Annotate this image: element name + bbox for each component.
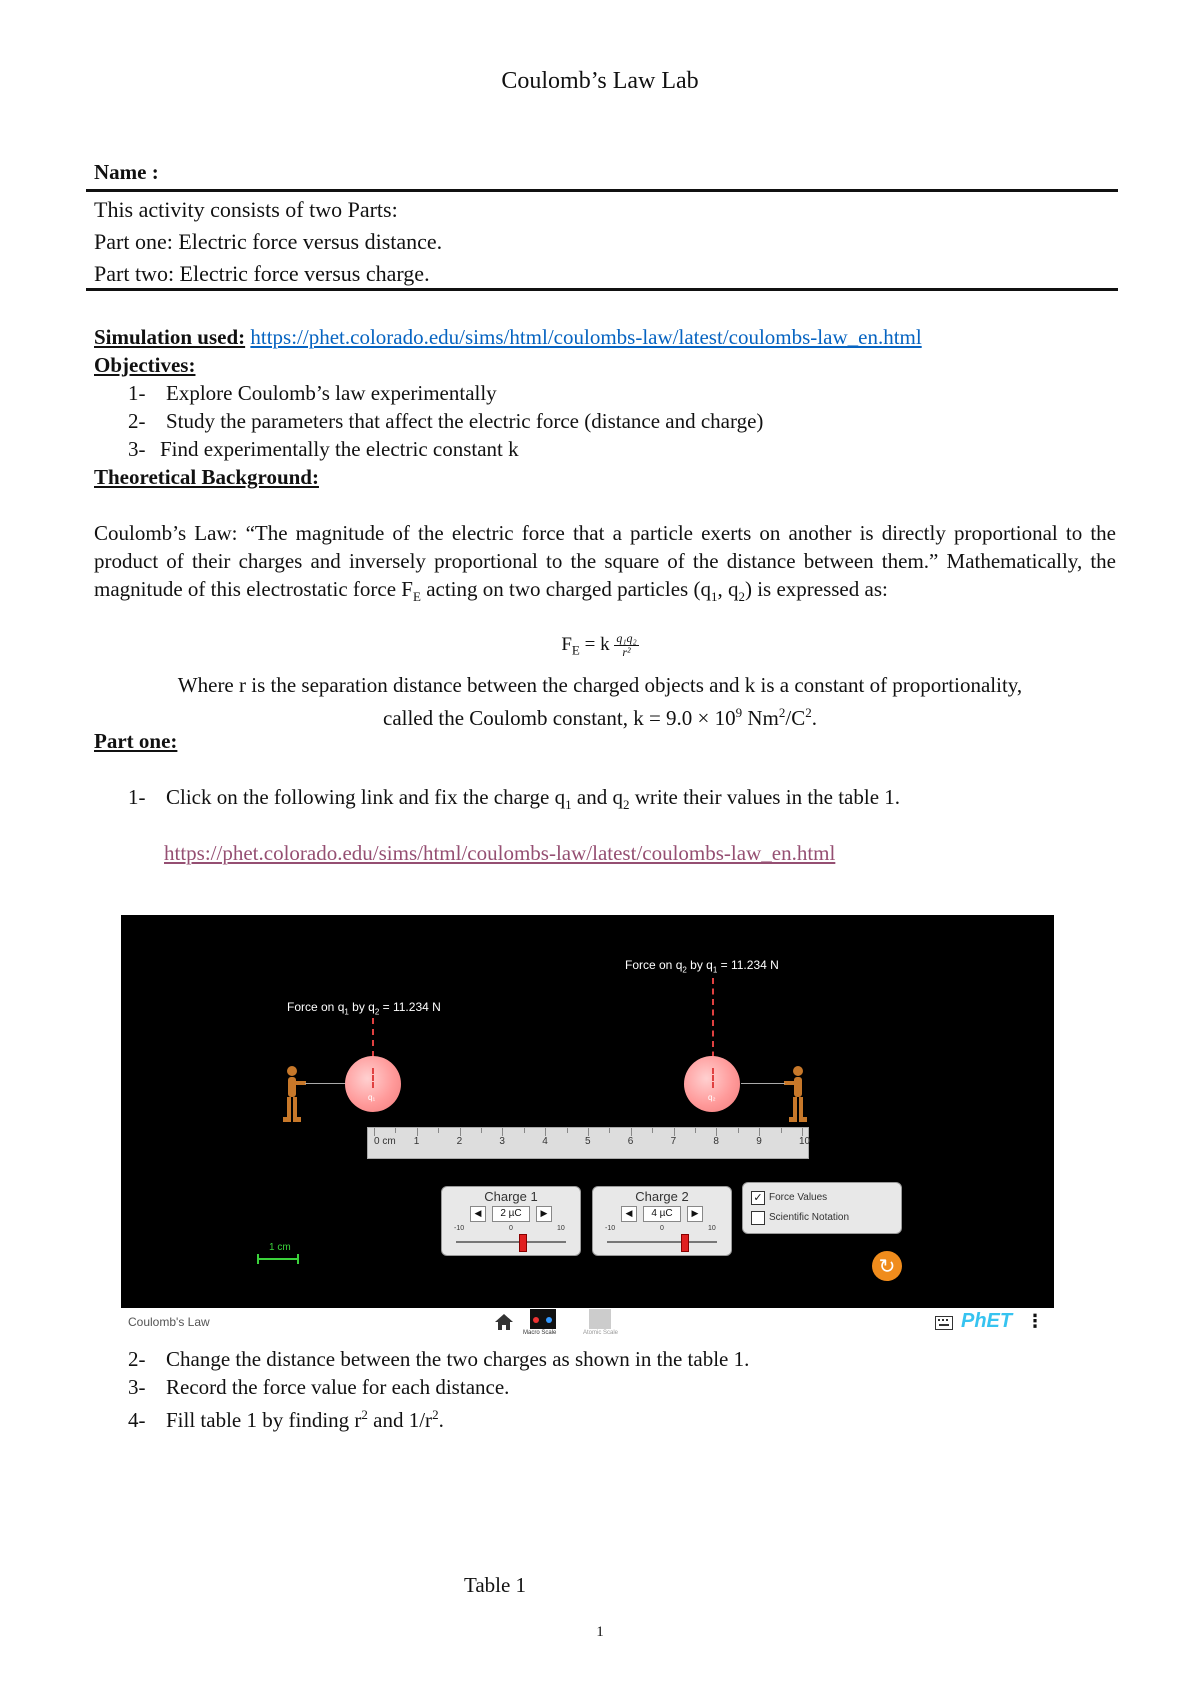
charge2-slider-track[interactable] bbox=[607, 1241, 717, 1243]
charge1-panel bbox=[441, 1186, 581, 1256]
objective-item: 1- Explore Coulomb’s law experimentally bbox=[128, 381, 497, 405]
options-panel bbox=[742, 1182, 902, 1234]
table-caption: Table 1 bbox=[463, 1573, 527, 1597]
objectives-heading: Objectives: bbox=[94, 353, 196, 377]
ruler-tick bbox=[374, 1128, 375, 1136]
ruler-label: 3 bbox=[499, 1136, 505, 1147]
page-title: Coulomb’s Law Lab bbox=[501, 68, 699, 94]
charge2-slider-max: 10 bbox=[708, 1225, 716, 1232]
formula-denominator: r² bbox=[622, 645, 631, 659]
ruler-tick bbox=[524, 1128, 525, 1133]
charge1-slider-max: 10 bbox=[557, 1225, 565, 1232]
step-item: 1- Click on the following link and fix the charge $q_1$ and $q_2$ write their values in the table 1. bbox=[128, 785, 901, 813]
charge-q1-center bbox=[372, 1068, 375, 1088]
theory-heading: Theoretical Background: bbox=[94, 465, 319, 489]
ruler-tick bbox=[460, 1128, 461, 1136]
ruler-label: 10 bbox=[799, 1136, 811, 1147]
charge1-slider-mid: 0 bbox=[509, 1225, 513, 1232]
macro-scale-screen-button[interactable] bbox=[530, 1309, 556, 1329]
where-line-2: called the Coulomb constant, $k = 9.0 \times 10^9$ $Nm^2/C^2$. bbox=[383, 705, 817, 730]
ruler-tick bbox=[674, 1128, 675, 1136]
ruler-label: 9 bbox=[756, 1136, 762, 1147]
reset-all-button[interactable]: ↻ bbox=[872, 1251, 902, 1281]
step-item: 2- Change the distance between the two charges as shown in the table 1. bbox=[128, 1347, 750, 1371]
force-values-label: Force Values bbox=[769, 1192, 828, 1203]
charge1-title: Charge 1 bbox=[484, 1189, 538, 1204]
charge2-title: Charge 2 bbox=[635, 1189, 689, 1204]
name-label: Name : bbox=[94, 160, 159, 184]
step-item: 4- Fill table 1 by finding $r^2$ and $1/r^2$. bbox=[128, 1407, 444, 1432]
puller-right-icon bbox=[782, 1065, 812, 1127]
ruler-label: 4 bbox=[542, 1136, 548, 1147]
intro-line-1: This activity consists of two Parts: bbox=[94, 197, 398, 222]
formula-numerator: q₁q₂ bbox=[616, 631, 637, 645]
ruler-tick bbox=[545, 1128, 546, 1136]
puller-left-icon bbox=[278, 1065, 308, 1127]
objective-item: 3- Find experimentally the electric constant k bbox=[128, 437, 519, 461]
ruler-tick bbox=[716, 1128, 717, 1136]
where-line-1: Where r is the separation distance between the charged objects and k is a constant of proportionality, bbox=[177, 673, 1023, 697]
ruler-tick bbox=[738, 1128, 739, 1133]
force-on-q1-label: Force on $q_1$ by $q_2 = 11.234$ N bbox=[287, 1000, 441, 1017]
intro-line-3: Part two: Electric force versus charge. bbox=[94, 261, 430, 286]
force-values-checkbox[interactable]: ✓ bbox=[751, 1191, 765, 1205]
ruler-label: 1 bbox=[413, 1136, 420, 1147]
charge2-panel bbox=[592, 1186, 732, 1256]
atomic-scale-screen-button[interactable] bbox=[589, 1309, 611, 1329]
ruler-tick bbox=[652, 1128, 653, 1133]
objective-item: 2- Study the parameters that affect the electric force (distance and charge) bbox=[128, 409, 764, 433]
top-rule bbox=[86, 189, 1118, 192]
simulation-screenshot bbox=[121, 915, 1054, 1308]
charge1-value: 2 µC bbox=[492, 1206, 530, 1222]
charge2-value: 4 µC bbox=[643, 1206, 681, 1222]
scale-label: 1 cm bbox=[269, 1242, 291, 1253]
ruler-tick bbox=[567, 1128, 568, 1133]
scale-bar bbox=[257, 1258, 299, 1260]
bottom-rule bbox=[86, 288, 1118, 291]
scale-bar-end-right bbox=[297, 1254, 299, 1264]
ruler-tick bbox=[502, 1128, 503, 1136]
charge1-slider-knob[interactable] bbox=[519, 1234, 527, 1252]
charge1-increment-button[interactable]: ▶ bbox=[536, 1206, 552, 1222]
ruler-tick bbox=[438, 1128, 439, 1133]
ruler-tick bbox=[781, 1128, 782, 1133]
ruler-label: 7 bbox=[670, 1136, 677, 1147]
charge1-slider-min: -10 bbox=[454, 1225, 465, 1232]
step-item: 3- Record the force value for each distance. bbox=[128, 1375, 510, 1399]
ruler-tick bbox=[695, 1128, 696, 1133]
charge1-slider-track[interactable] bbox=[456, 1241, 566, 1243]
charge2-slider-min: -10 bbox=[605, 1225, 616, 1232]
ruler-tick bbox=[802, 1128, 803, 1136]
charge-q2-label: q₂ bbox=[708, 1093, 716, 1102]
simulation-line bbox=[94, 323, 1134, 351]
ruler[interactable] bbox=[367, 1127, 809, 1159]
ruler-tick bbox=[417, 1128, 418, 1136]
ruler-tick bbox=[395, 1128, 396, 1133]
rope-right bbox=[741, 1083, 785, 1084]
part-one-heading: Part one: bbox=[94, 729, 178, 753]
simulation-label: Simulation used: bbox=[94, 325, 246, 349]
charge-q1-label: q₁ bbox=[368, 1093, 376, 1102]
theory-paragraph: Coulomb’s Law: “The magnitude of the electric force that a particle exerts on another is directly proportional to the product of their charges and inversely proportional to the square of the distance between them.” Mathematically, the magnitude of this electrostatic force $F_E$ acting on two charged particles ($q_1$, $q_2$) is expressed as: bbox=[94, 521, 1116, 605]
charge2-increment-button[interactable]: ▶ bbox=[687, 1206, 703, 1222]
ruler-tick bbox=[631, 1128, 632, 1136]
intro-line-2: Part one: Electric force versus distance. bbox=[94, 229, 443, 254]
ruler-label: 5 bbox=[585, 1136, 591, 1147]
page-number: 1 bbox=[596, 1624, 604, 1640]
force-on-q2-label: Force on $q_2$ by $q_1 = 11.234$ N bbox=[625, 958, 779, 975]
charge-q2-center bbox=[712, 1068, 715, 1088]
ruler-label: 0 cm bbox=[374, 1136, 396, 1147]
home-icon[interactable] bbox=[494, 1313, 514, 1331]
ruler-label: 2 bbox=[456, 1136, 463, 1147]
menu-icon[interactable]: ⋮ bbox=[1026, 1311, 1044, 1331]
scientific-notation-label: Scientific Notation bbox=[769, 1212, 850, 1223]
ruler-label: 8 bbox=[713, 1136, 719, 1147]
charge2-decrement-button[interactable]: ◀ bbox=[621, 1206, 637, 1222]
coulomb-formula: $F_E = k$ $\frac{\text{q₁q₂}}{\text{r²}}$ bbox=[561, 631, 637, 659]
atomic-scale-label: Atomic Scale bbox=[583, 1330, 619, 1336]
ruler-tick bbox=[609, 1128, 610, 1133]
ruler-label: 6 bbox=[627, 1136, 634, 1147]
force-q2-indicator bbox=[712, 978, 714, 1068]
charge2-slider-mid: 0 bbox=[660, 1225, 664, 1232]
app-name: Coulomb's Law bbox=[128, 1315, 210, 1329]
ruler-tick bbox=[481, 1128, 482, 1133]
ruler-tick bbox=[588, 1128, 589, 1136]
charge2-slider-knob[interactable] bbox=[681, 1234, 689, 1252]
simulation-link[interactable]: https://phet.colorado.edu/sims/html/coulombs-law/latest/coulombs-law_en.html bbox=[250, 325, 922, 349]
keyboard-icon[interactable] bbox=[935, 1316, 953, 1330]
macro-scale-label: Macro Scale bbox=[523, 1330, 557, 1336]
scale-bar-end-left bbox=[257, 1254, 259, 1264]
step1-link[interactable]: https://phet.colorado.edu/sims/html/coulombs-law/latest/coulombs-law_en.html bbox=[164, 841, 836, 865]
scientific-notation-checkbox[interactable] bbox=[751, 1211, 765, 1225]
charge1-decrement-button[interactable]: ◀ bbox=[470, 1206, 486, 1222]
phet-logo[interactable]: PhET bbox=[961, 1310, 1013, 1332]
ruler-tick bbox=[759, 1128, 760, 1136]
sim-navbar bbox=[121, 1308, 1054, 1338]
